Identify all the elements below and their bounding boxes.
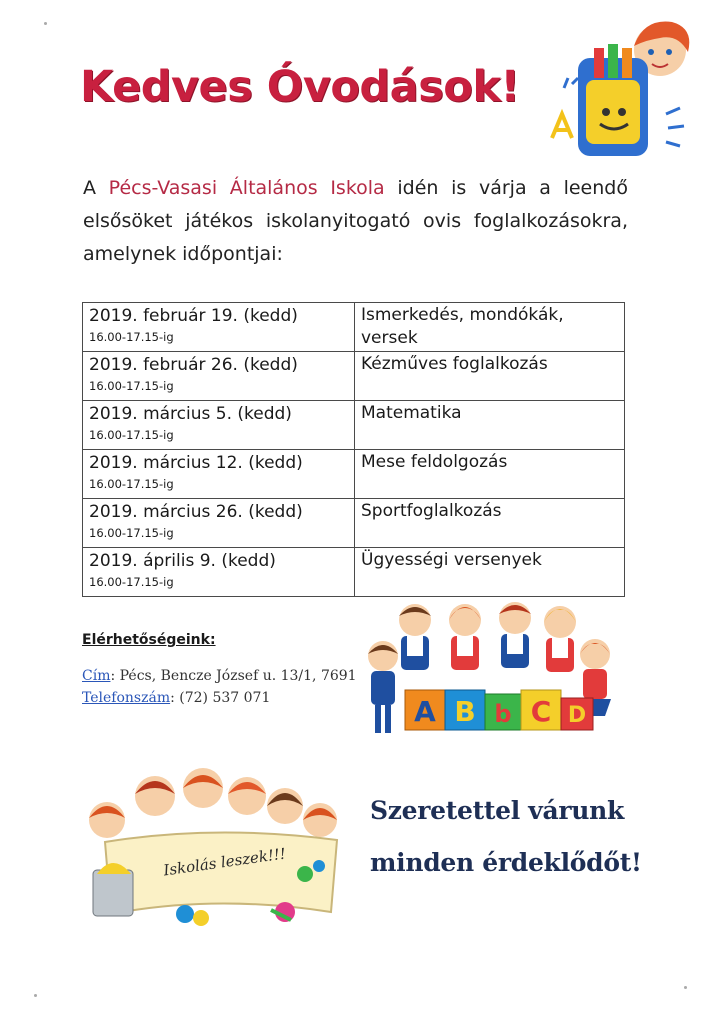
school-name: Pécs-Vasasi Általános Iskola [108, 177, 385, 199]
date-cell [83, 450, 355, 499]
table-row [83, 401, 625, 450]
session-time: 16.00-17.15-ig [89, 330, 174, 344]
contact-phone [82, 690, 270, 706]
svg-text:C: C [530, 695, 552, 728]
table-row [83, 352, 625, 401]
contact-address [82, 668, 357, 684]
session-date: 2019. március 26. (kedd) [89, 502, 303, 522]
svg-text:D: D [567, 703, 587, 728]
phone-label: Telefonszám [82, 690, 171, 706]
page-title: Kedves Óvodások! [80, 62, 520, 112]
session-time: 16.00-17.15-ig [89, 477, 174, 491]
welcome-line-2: minden érdeklődőt! [370, 848, 642, 877]
schedule-table [82, 302, 625, 597]
address-value: : Pécs, Bencze József u. 13/1, 7691 [110, 668, 357, 684]
activity-cell [355, 548, 625, 597]
date-cell [83, 303, 355, 352]
contact-heading: Elérhetőségeink: [82, 632, 216, 648]
session-time: 16.00-17.15-ig [89, 379, 174, 393]
session-time: 16.00-17.15-ig [89, 575, 174, 589]
kids-abc-blocks-illustration [355, 598, 635, 746]
children-banner-art [75, 762, 350, 934]
session-activity: Ismerkedés, mondókák, versek [361, 305, 564, 348]
scan-speck [34, 994, 37, 997]
banner-text: Iskolás leszek!!! [162, 844, 287, 880]
session-activity: Sportfoglalkozás [361, 501, 502, 521]
backpack-illustration [548, 18, 708, 168]
table-row [83, 450, 625, 499]
scan-speck [44, 22, 47, 25]
session-activity: Mese feldolgozás [361, 452, 508, 472]
svg-text:A: A [414, 695, 436, 728]
session-date: 2019. március 5. (kedd) [89, 404, 292, 424]
activity-cell [355, 352, 625, 401]
activity-cell [355, 499, 625, 548]
session-activity: Matematika [361, 403, 462, 423]
date-cell [83, 352, 355, 401]
phone-value: : (72) 537 071 [170, 690, 271, 706]
date-cell [83, 548, 355, 597]
intro-paragraph: A Pécs-Vasasi Általános Iskola idén is várja a leendő elsősöket játékos iskolanyitogató ovis foglalkozásokra, amelynek időpontjai: [83, 177, 628, 265]
svg-text:B: B [454, 695, 476, 728]
session-activity: Kézműves foglalkozás [361, 354, 548, 374]
session-date: 2019. február 19. (kedd) [89, 306, 298, 326]
scan-speck [684, 986, 687, 989]
welcome-line-1: Szeretettel várunk [370, 796, 625, 825]
table-row [83, 303, 625, 352]
address-label: Cím [82, 668, 111, 684]
session-activity: Ügyességi versenyek [361, 550, 542, 570]
table-row [83, 548, 625, 597]
activity-cell [355, 303, 625, 352]
session-date: 2019. február 26. (kedd) [89, 355, 298, 375]
activity-cell [355, 450, 625, 499]
session-time: 16.00-17.15-ig [89, 526, 174, 540]
banner-illustration [75, 762, 350, 934]
activity-cell [355, 401, 625, 450]
session-time: 16.00-17.15-ig [89, 428, 174, 442]
session-date: 2019. március 12. (kedd) [89, 453, 303, 473]
table-row [83, 499, 625, 548]
date-cell [83, 499, 355, 548]
date-cell [83, 401, 355, 450]
session-date: 2019. április 9. (kedd) [89, 551, 276, 571]
svg-text:b: b [494, 700, 512, 728]
